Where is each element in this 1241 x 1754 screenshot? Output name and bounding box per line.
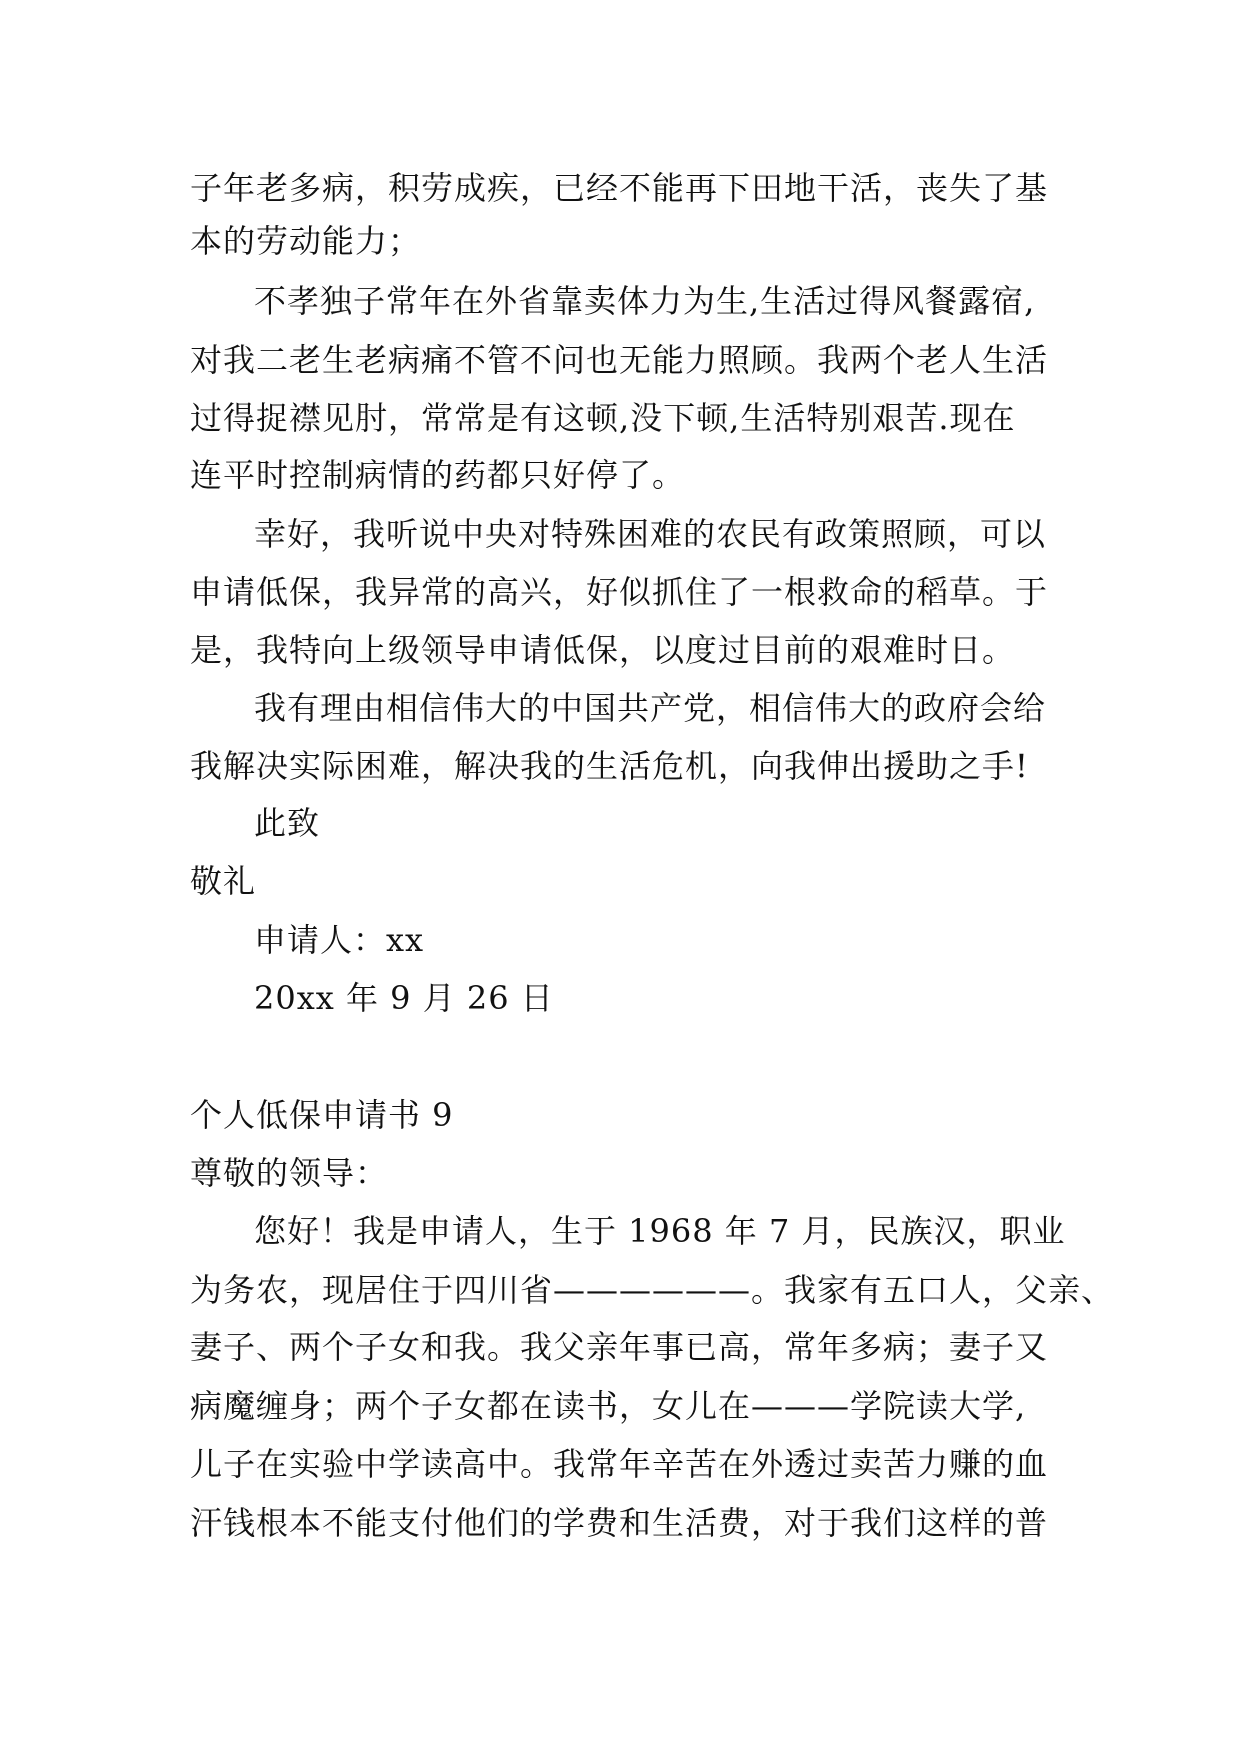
- paragraph-3-line-1: 幸好，我听说中央对特殊困难的农民有政策照顾，可以: [254, 515, 1047, 553]
- paragraph-5-line-5: 儿子在实验中学读高中。我常年辛苦在外透过卖苦力赚的血: [190, 1445, 1049, 1483]
- paragraph-2-line-4: 连平时控制病情的药都只好停了。: [190, 456, 686, 494]
- paragraph-4-line-1: 我有理由相信伟大的中国共产党，相信伟大的政府会给: [254, 689, 1047, 727]
- paragraph-3-line-3: 是，我特向上级领导申请低保，以度过目前的艰难时日。: [190, 631, 1016, 669]
- paragraph-2-line-1: 不孝独子常年在外省靠卖体力为生,生活过得风餐露宿,: [254, 282, 1036, 320]
- paragraph-1-line-2: 本的劳动能力；: [190, 222, 422, 260]
- section-title: 个人低保申请书 9: [190, 1096, 454, 1134]
- paragraph-5-line-6: 汗钱根本不能支付他们的学费和生活费，对于我们这样的普: [190, 1504, 1049, 1542]
- paragraph-5-line-2: 为务农，现居住于四川省——————。我家有五口人，父亲、: [190, 1271, 1115, 1309]
- paragraph-3-line-2: 申请低保，我异常的高兴，好似抓住了一根救命的稻草。于: [190, 573, 1049, 611]
- applicant-line: 申请人：xx: [254, 921, 425, 959]
- paragraph-1-line-1: 子年老多病，积劳成疾，已经不能再下田地干活，丧失了基: [190, 169, 1049, 207]
- date-line: 20xx 年 9 月 26 日: [254, 979, 554, 1017]
- paragraph-2-line-2: 对我二老生老病痛不管不问也无能力照顾。我两个老人生活: [190, 341, 1049, 379]
- greeting: 尊敬的领导：: [190, 1154, 389, 1192]
- paragraph-4-line-2: 我解决实际困难，解决我的生活危机，向我伸出援助之手!: [190, 747, 1029, 785]
- paragraph-5-line-3: 妻子、两个子女和我。我父亲年事已高，常年多病；妻子又: [190, 1328, 1049, 1366]
- paragraph-2-line-3: 过得捉襟见肘，常常是有这顿,没下顿,生活特别艰苦.现在: [190, 399, 1016, 437]
- closing-salutation-2: 敬礼: [190, 862, 257, 900]
- paragraph-5-line-1: 您好！我是申请人，生于 1968 年 7 月，民族汉，职业: [254, 1212, 1066, 1250]
- closing-salutation-1: 此致: [254, 804, 321, 842]
- paragraph-5-line-4: 病魔缠身；两个子女都在读书，女儿在———学院读大学,: [190, 1387, 1027, 1425]
